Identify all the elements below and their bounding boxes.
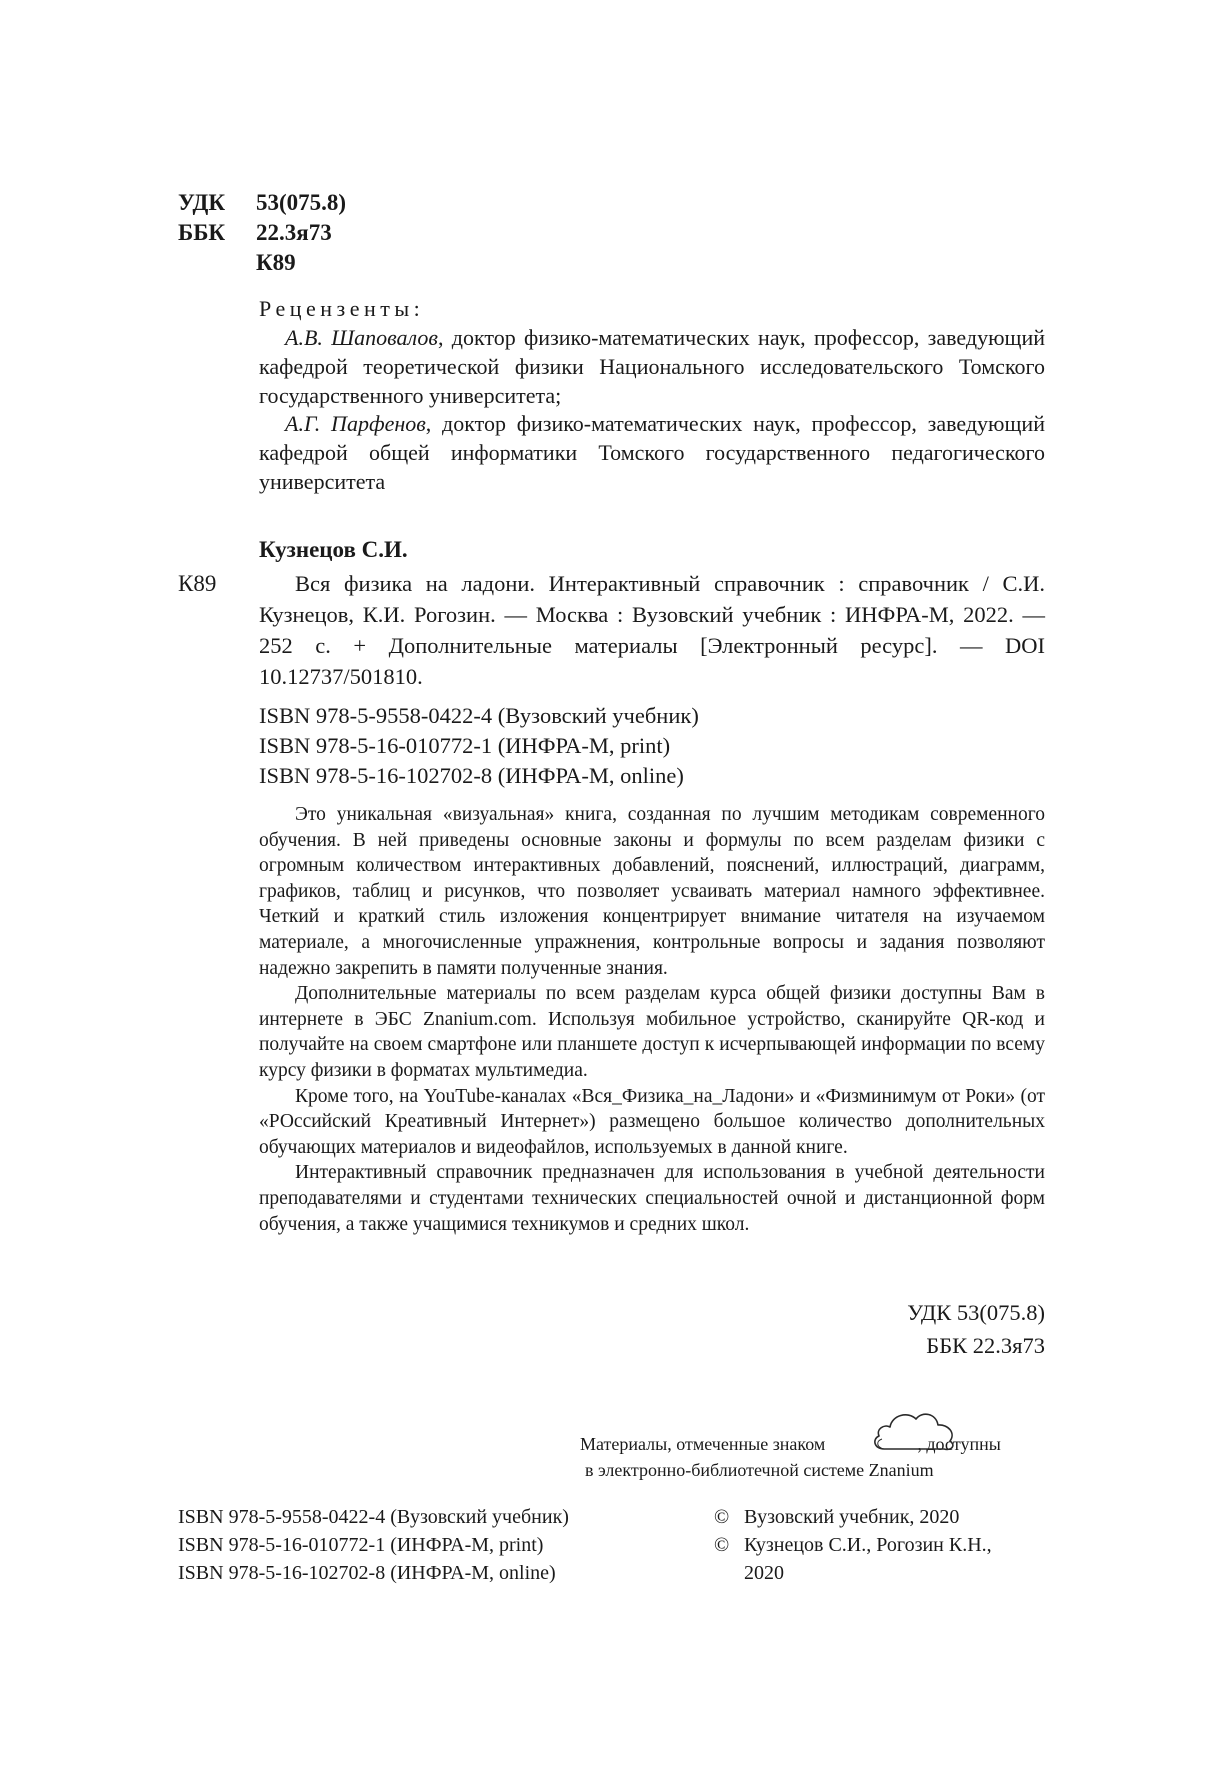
cloud-note-after: , доступны: [917, 1434, 1001, 1454]
cloud-note-before: Материалы, отмеченные знаком: [580, 1434, 826, 1454]
copyright-year: 2020: [744, 1562, 784, 1584]
copyright-authors: Кузнецов С.И., Рогозин К.Н.,: [744, 1534, 992, 1556]
copyright-symbol: ©: [714, 1506, 730, 1528]
reviewer-2-name: А.Г. Парфенов: [285, 411, 426, 436]
bbk-row: [178, 218, 332, 248]
isbn-bottom-line: ISBN 978-5-16-102702-8 (ИНФРА-М, online): [178, 1562, 556, 1584]
isbn-line: ISBN 978-5-16-010772-1 (ИНФРА-М, print): [259, 733, 671, 758]
author-mark-row: [178, 248, 296, 278]
copyright-symbol: ©: [714, 1534, 730, 1556]
author-mark: К89: [256, 250, 296, 275]
isbn-line: ISBN 978-5-16-102702-8 (ИНФРА-М, online): [259, 763, 684, 788]
biblio-mark: К89: [178, 571, 217, 596]
udk-row: [178, 188, 346, 218]
isbn-bottom-list: [178, 1503, 569, 1587]
reviewer-2-text: , доктор физико-математических наук, профессор, заведующий кафедрой общей информатики Томского государственного педагогического университета: [259, 411, 1045, 494]
cloud-icon: [870, 1405, 958, 1453]
reviewer-1: [259, 323, 1045, 410]
annotation-paragraph: Интерактивный справочник предназначен для использования в учебной деятельности преподавателями и студентами технических специальностей очной и дистанционной форм обучения, а также учащимися техникумов и средних школ.: [259, 1162, 1045, 1235]
annotation-paragraph: Кроме того, на YouTube-каналах «Вся_Физика_на_Ладони» и «Физминимум от Роки» (от «РОссийский Креативный Интернет») размещено большое количество дополнительных обучающих материалов и видеофайлов, используемых в данной книге.: [259, 1085, 1045, 1158]
biblio-description: [259, 568, 1045, 692]
reviewer-1-text: , доктор физико-математических наук, профессор, заведующий кафедрой теоретической физики Национального исследовательского Томского государственного университета;: [259, 325, 1045, 408]
book-author: Кузнецов С.И.: [259, 537, 408, 562]
isbn-line: ISBN 978-5-9558-0422-4 (Вузовский учебник): [259, 703, 699, 728]
isbn-list: [259, 701, 699, 791]
annotation-paragraph: Это уникальная «визуальная» книга, созданная по лучшим методикам современного обучения. В ней приведены основные законы и формулы по всем разделам физики с огромным количеством интерактивных добавлений, пояснений, иллюстраций, диаграмм, графиков, таблиц и рисунков, что позволяет усваивать материал намного эффективнее. Четкий и краткий стиль изложения концентрирует внимание читателя на изучаемом материале, а многочисленные упражнения, контрольные вопросы и задания позволяют надежно закрепить в памяти полученные знания.: [259, 804, 1045, 979]
biblio-description-text: Вся физика на ладони. Интерактивный справочник : справочник / С.И. Кузнецов, К.И. Рогозин. — Москва : Вузовский учебник : ИНФРА-М, 2022. — 252 с. + Дополнительные материалы [Электронный ресурс]. — DOI 10.12737/501810.: [259, 571, 1045, 689]
bbk-right: ББК 22.3я73: [926, 1333, 1045, 1358]
annotation-paragraph: Дополнительные материалы по всем разделам курса общей физики доступны Вам в интернете в ЭБС Znanium.com. Используя мобильное устройство, сканируйте QR-код и получайте на своем смартфоне или планшете доступ к исчерпывающей информации по всему курсу физики в форматах мультимедиа.: [259, 983, 1045, 1081]
annotation: [259, 802, 1045, 1237]
udk-label: УДК: [178, 190, 226, 215]
reviewer-1-name: А.В. Шаповалов: [285, 325, 438, 350]
cloud-note-line2: в электронно-библиотечной системе Znanium: [585, 1460, 934, 1480]
isbn-bottom-line: ISBN 978-5-9558-0422-4 (Вузовский учебник): [178, 1506, 569, 1528]
bbk-label: ББК: [178, 220, 226, 245]
udk-value: 53(075.8): [256, 190, 347, 215]
udk-right: УДК 53(075.8): [907, 1300, 1045, 1325]
reviewers-heading: Рецензенты:: [259, 296, 425, 321]
copyright-publisher: Вузовский учебник, 2020: [744, 1506, 960, 1528]
index-right: [907, 1296, 1045, 1362]
reviewer-2: [259, 409, 1045, 496]
bbk-value: 22.3я73: [256, 220, 332, 245]
isbn-bottom-line: ISBN 978-5-16-010772-1 (ИНФРА-М, print): [178, 1534, 544, 1556]
copyright-block: [714, 1503, 992, 1587]
